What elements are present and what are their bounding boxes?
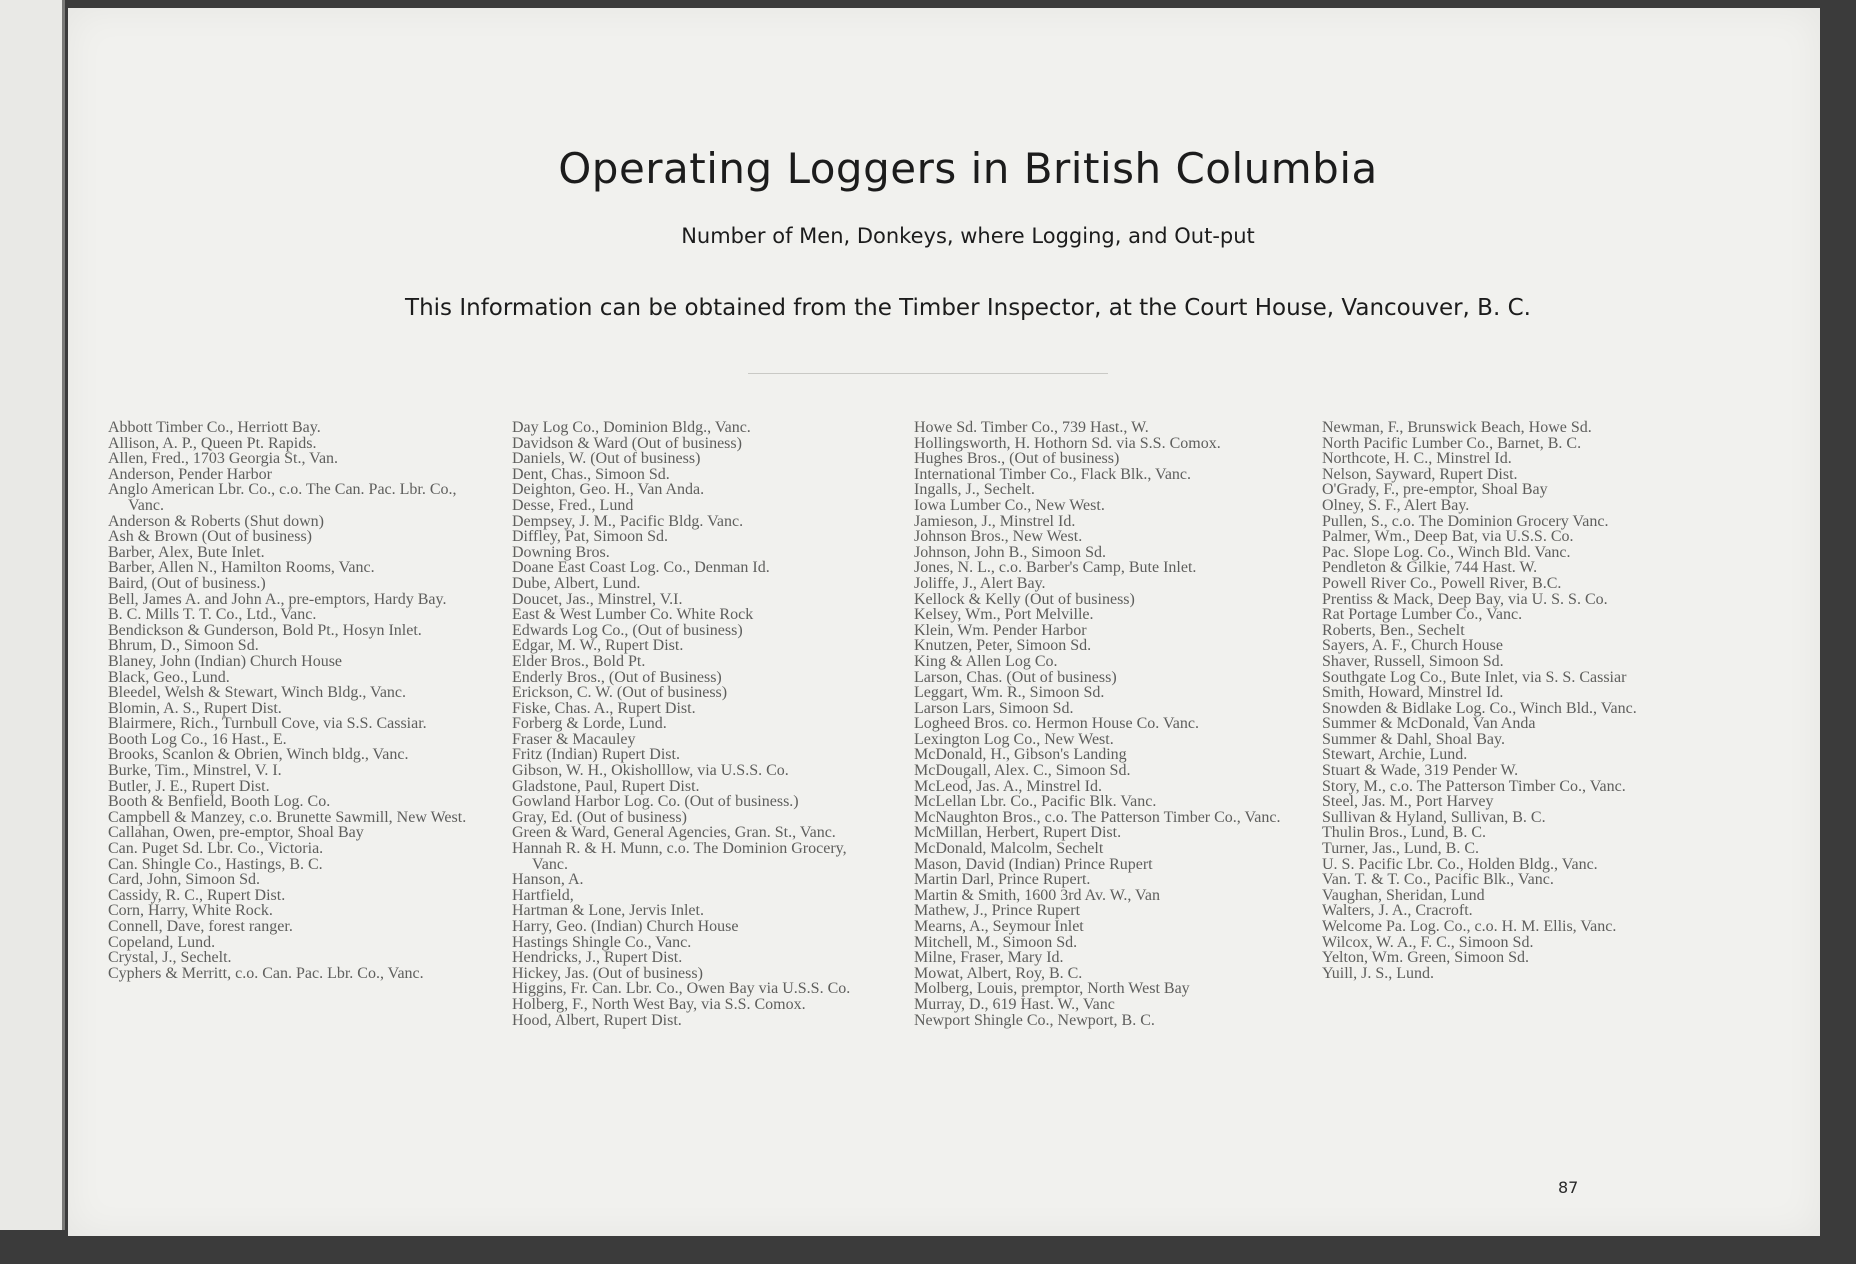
directory-entry: Dempsey, J. M., Pacific Bldg. Vanc. xyxy=(512,512,744,530)
directory-entry: Bendickson & Gunderson, Bold Pt., Hosyn Inlet. xyxy=(108,621,422,639)
directory-entry: Hannah R. & H. Munn, c.o. The Dominion Grocery, Vanc. xyxy=(512,840,847,873)
directory-entry: Southgate Log Co., Bute Inlet, via S. S. Cassiar xyxy=(1322,668,1627,686)
directory-entry: Crystal, J., Sechelt. xyxy=(108,949,232,967)
directory-entry: Roberts, Ben., Sechelt xyxy=(1322,621,1465,639)
page-subtitle: Number of Men, Donkeys, where Logging, and Out-put xyxy=(681,224,1255,248)
directory-entry: Card, John, Simoon Sd. xyxy=(108,871,261,889)
directory-entry: Gibson, W. H., Okisholllow, via U.S.S. Co. xyxy=(512,762,789,780)
directory-entry: Anderson, Pender Harbor xyxy=(108,465,272,483)
directory-entry: Hastings Shingle Co., Vanc. xyxy=(512,933,692,951)
directory-column-1 xyxy=(108,420,478,981)
directory-entry: Kelsey, Wm., Port Melville. xyxy=(914,606,1094,624)
directory-entry: Bell, James A. and John A., pre-emptors, Hardy Bay. xyxy=(108,590,447,608)
directory-entry: Hollingsworth, H. Hothorn Sd. via S.S. Comox. xyxy=(914,434,1221,452)
directory-entry: Downing Bros. xyxy=(512,543,610,561)
directory-entry: Logheed Bros. co. Hermon House Co. Vanc. xyxy=(914,715,1199,733)
directory-entry: Copeland, Lund. xyxy=(108,933,216,951)
directory-entry: Gray, Ed. (Out of business) xyxy=(512,808,687,826)
directory-entry: Anglo American Lbr. Co., c.o. The Can. Pac. Lbr. Co., Vanc. xyxy=(108,481,457,514)
directory-entry: North Pacific Lumber Co., Barnet, B. C. xyxy=(1322,434,1582,452)
directory-entry: Campbell & Manzey, c.o. Brunette Sawmill, New West. xyxy=(108,808,467,826)
directory-entry: Mowat, Albert, Roy, B. C. xyxy=(914,964,1083,982)
directory-entry: Cassidy, R. C., Rupert Dist. xyxy=(108,886,286,904)
directory-entry: Barber, Allen N., Hamilton Rooms, Vanc. xyxy=(108,559,375,577)
directory-entry: Snowden & Bidlake Log. Co., Winch Bld., Vanc. xyxy=(1322,699,1637,717)
directory-entry: Baird, (Out of business.) xyxy=(108,574,266,592)
directory-entry: Bleedel, Welsh & Stewart, Winch Bldg., Vanc. xyxy=(108,684,407,702)
directory-entry: Blomin, A. S., Rupert Dist. xyxy=(108,699,282,717)
directory-entry: Steel, Jas. M., Port Harvey xyxy=(1322,793,1494,811)
directory-entry: Edgar, M. W., Rupert Dist. xyxy=(512,637,684,655)
directory-entry: Cyphers & Merritt, c.o. Can. Pac. Lbr. Co., Vanc. xyxy=(108,964,424,982)
directory-entry: Molberg, Louis, premptor, North West Bay xyxy=(914,980,1190,998)
directory-entry: Walters, J. A., Cracroft. xyxy=(1322,902,1473,920)
directory-entry: Dube, Albert, Lund. xyxy=(512,574,641,592)
directory-entry: Sayers, A. F., Church House xyxy=(1322,637,1503,655)
directory-entry: Knutzen, Peter, Simoon Sd. xyxy=(914,637,1092,655)
directory-entry: Leggart, Wm. R., Simoon Sd. xyxy=(914,684,1105,702)
directory-column-3 xyxy=(914,420,1284,1028)
directory-entry: Olney, S. F., Alert Bay. xyxy=(1322,496,1470,514)
directory-entry: Hickey, Jas. (Out of business) xyxy=(512,964,703,982)
directory-entry: Johnson, John B., Simoon Sd. xyxy=(914,543,1107,561)
directory-entry: Davidson & Ward (Out of business) xyxy=(512,434,742,452)
directory-entry: Larson Lars, Simoon Sd. xyxy=(914,699,1074,717)
directory-entry: Hanson, A. xyxy=(512,871,584,889)
directory-entry: McMillan, Herbert, Rupert Dist. xyxy=(914,824,1122,842)
directory-entry: Allison, A. P., Queen Pt. Rapids. xyxy=(108,434,317,452)
directory-entry: McDonald, H., Gibson's Landing xyxy=(914,746,1127,764)
directory-entry: Burke, Tim., Minstrel, V. I. xyxy=(108,762,282,780)
directory-entry: Doane East Coast Log. Co., Denman Id. xyxy=(512,559,770,577)
directory-entry: Mearns, A., Seymour Inlet xyxy=(914,918,1084,935)
directory-entry: Story, M., c.o. The Patterson Timber Co., Vanc. xyxy=(1322,777,1626,795)
facing-page-edge xyxy=(0,0,65,1230)
directory-entry: Yelton, Wm. Green, Simoon Sd. xyxy=(1322,949,1529,967)
directory-entry: Brooks, Scanlon & Obrien, Winch bldg., Vanc. xyxy=(108,746,409,764)
directory-entry: Black, Geo., Lund. xyxy=(108,668,230,686)
directory-entry: Howe Sd. Timber Co., 739 Hast., W. xyxy=(914,419,1149,436)
directory-entry: McLeod, Jas. A., Minstrel Id. xyxy=(914,777,1102,795)
directory-entry: Abbott Timber Co., Herriott Bay. xyxy=(108,419,321,436)
directory-entry: Jones, N. L., c.o. Barber's Camp, Bute Inlet. xyxy=(914,559,1197,577)
directory-entry: Palmer, Wm., Deep Bat, via U.S.S. Co. xyxy=(1322,528,1574,546)
directory-entry: Fiske, Chas. A., Rupert Dist. xyxy=(512,699,696,717)
directory-entry: Martin & Smith, 1600 3rd Av. W., Van xyxy=(914,886,1160,904)
directory-entry: Desse, Fred., Lund xyxy=(512,496,634,514)
info-line: This Information can be obtained from the Timber Inspector, at the Court House, Vancouver, B. C. xyxy=(405,295,1531,321)
directory-entry: Turner, Jas., Lund, B. C. xyxy=(1322,840,1479,858)
directory-entry: McDougall, Alex. C., Simoon Sd. xyxy=(914,762,1131,780)
directory-entry: Blaney, John (Indian) Church House xyxy=(108,652,343,670)
directory-entry: Fraser & Macauley xyxy=(512,730,636,748)
directory-entry: Connell, Dave, forest ranger. xyxy=(108,918,293,935)
directory-entry: Hendricks, J., Rupert Dist. xyxy=(512,949,683,967)
directory-entry: Nelson, Sayward, Rupert Dist. xyxy=(1322,465,1518,483)
directory-entry: Can. Shingle Co., Hastings, B. C. xyxy=(108,855,323,873)
directory-entry: McLellan Lbr. Co., Pacific Blk. Vanc. xyxy=(914,793,1157,811)
directory-entry: Mason, David (Indian) Prince Rupert xyxy=(914,855,1153,873)
directory-entry: Rat Portage Lumber Co., Vanc. xyxy=(1322,606,1523,624)
directory-entry: Newport Shingle Co., Newport, B. C. xyxy=(914,1011,1155,1029)
directory-entry: Kellock & Kelly (Out of business) xyxy=(914,590,1135,608)
directory-entry: Hartfield, xyxy=(512,886,574,904)
directory-entry: Johnson Bros., New West. xyxy=(914,528,1083,546)
directory-entry: Milne, Fraser, Mary Id. xyxy=(914,949,1064,967)
directory-entry: Hood, Albert, Rupert Dist. xyxy=(512,1011,682,1029)
directory-entry: Summer & Dahl, Shoal Bay. xyxy=(1322,730,1505,748)
directory-entry: Pendleton & Gilkie, 744 Hast. W. xyxy=(1322,559,1538,577)
directory-entry: Vaughan, Sheridan, Lund xyxy=(1322,886,1485,904)
directory-entry: Pac. Slope Log. Co., Winch Bld. Vanc. xyxy=(1322,543,1571,561)
directory-entry: Iowa Lumber Co., New West. xyxy=(914,496,1105,514)
directory-entry: Larson, Chas. (Out of business) xyxy=(914,668,1117,686)
directory-entry: Gowland Harbor Log. Co. (Out of business.) xyxy=(512,793,799,811)
directory-entry: Jamieson, J., Minstrel Id. xyxy=(914,512,1076,530)
directory-entry: Hughes Bros., (Out of business) xyxy=(914,450,1120,468)
directory-entry: Fritz (Indian) Rupert Dist. xyxy=(512,746,680,764)
page-number: 87 xyxy=(1558,1178,1579,1197)
directory-entry: Pullen, S., c.o. The Dominion Grocery Vanc. xyxy=(1322,512,1609,530)
directory-entry: Corn, Harry, White Rock. xyxy=(108,902,273,920)
directory-entry: Doucet, Jas., Minstrel, V.I. xyxy=(512,590,683,608)
directory-entry: Forberg & Lorde, Lund. xyxy=(512,715,667,733)
directory-entry: Powell River Co., Powell River, B.C. xyxy=(1322,574,1562,592)
directory-entry: Lexington Log Co., New West. xyxy=(914,730,1114,748)
directory-entry: Prentiss & Mack, Deep Bay, via U. S. S. Co. xyxy=(1322,590,1608,608)
directory-entry: Booth & Benfield, Booth Log. Co. xyxy=(108,793,331,811)
directory-entry: McNaughton Bros., c.o. The Patterson Timber Co., Vanc. xyxy=(914,808,1281,826)
directory-entry: Elder Bros., Bold Pt. xyxy=(512,652,646,670)
directory-entry: Bhrum, D., Simoon Sd. xyxy=(108,637,259,655)
directory-entry: Sullivan & Hyland, Sullivan, B. C. xyxy=(1322,808,1546,826)
document-page xyxy=(68,8,1820,1236)
directory-entry: Gladstone, Paul, Rupert Dist. xyxy=(512,777,700,795)
directory-entry: Van. T. & T. Co., Pacific Blk., Vanc. xyxy=(1322,871,1554,889)
directory-entry: Stewart, Archie, Lund. xyxy=(1322,746,1468,764)
directory-entry: Yuill, J. S., Lund. xyxy=(1322,964,1435,982)
directory-entry: Edwards Log Co., (Out of business) xyxy=(512,621,743,639)
directory-entry: Butler, J. E., Rupert Dist. xyxy=(108,777,270,795)
directory-entry: Booth Log Co., 16 Hast., E. xyxy=(108,730,287,748)
directory-entry: Martin Darl, Prince Rupert. xyxy=(914,871,1091,889)
directory-entry: Ash & Brown (Out of business) xyxy=(108,528,312,546)
directory-entry: Diffley, Pat, Simoon Sd. xyxy=(512,528,669,546)
page-title: Operating Loggers in British Columbia xyxy=(558,144,1378,193)
directory-column-4 xyxy=(1322,420,1692,981)
directory-entry: Anderson & Roberts (Shut down) xyxy=(108,512,324,530)
directory-entry: Holberg, F., North West Bay, via S.S. Comox. xyxy=(512,995,806,1013)
directory-entry: Klein, Wm. Pender Harbor xyxy=(914,621,1087,639)
directory-entry: Newman, F., Brunswick Beach, Howe Sd. xyxy=(1322,419,1592,436)
directory-entry: Barber, Alex, Bute Inlet. xyxy=(108,543,265,561)
directory-entry: International Timber Co., Flack Blk., Vanc. xyxy=(914,465,1192,483)
directory-entry: Stuart & Wade, 319 Pender W. xyxy=(1322,762,1519,780)
directory-entry: Wilcox, W. A., F. C., Simoon Sd. xyxy=(1322,933,1534,951)
directory-entry: Green & Ward, General Agencies, Gran. St., Vanc. xyxy=(512,824,836,842)
directory-entry: Ingalls, J., Sechelt. xyxy=(914,481,1035,499)
directory-entry: East & West Lumber Co. White Rock xyxy=(512,606,754,624)
directory-entry: Higgins, Fr. Can. Lbr. Co., Owen Bay via U.S.S. Co. xyxy=(512,980,851,998)
directory-entry: Allen, Fred., 1703 Georgia St., Van. xyxy=(108,450,339,468)
directory-entry: Mitchell, M., Simoon Sd. xyxy=(914,933,1078,951)
directory-entry: Thulin Bros., Lund, B. C. xyxy=(1322,824,1487,842)
directory-entry: U. S. Pacific Lbr. Co., Holden Bldg., Vanc. xyxy=(1322,855,1598,873)
directory-entry: Smith, Howard, Minstrel Id. xyxy=(1322,684,1504,702)
directory-entry: Hartman & Lone, Jervis Inlet. xyxy=(512,902,704,920)
divider-rule xyxy=(748,373,1108,374)
directory-entry: O'Grady, F., pre-emptor, Shoal Bay xyxy=(1322,481,1548,499)
directory-entry: Joliffe, J., Alert Bay. xyxy=(914,574,1046,592)
directory-column-2 xyxy=(512,420,882,1028)
directory-entry: McDonald, Malcolm, Sechelt xyxy=(914,840,1104,858)
directory-entry: Shaver, Russell, Simoon Sd. xyxy=(1322,652,1504,670)
directory-entry: Northcote, H. C., Minstrel Id. xyxy=(1322,450,1512,468)
directory-entry: Blairmere, Rich., Turnbull Cove, via S.S. Cassiar. xyxy=(108,715,427,733)
directory-entry: Daniels, W. (Out of business) xyxy=(512,450,701,468)
directory-entry: King & Allen Log Co. xyxy=(914,652,1058,670)
directory-entry: Mathew, J., Prince Rupert xyxy=(914,902,1081,920)
directory-entry: Dent, Chas., Simoon Sd. xyxy=(512,465,670,483)
directory-entry: Summer & McDonald, Van Anda xyxy=(1322,715,1536,733)
directory-entry: Deighton, Geo. H., Van Anda. xyxy=(512,481,705,499)
directory-entry: Erickson, C. W. (Out of business) xyxy=(512,684,728,702)
directory-entry: Murray, D., 619 Hast. W., Vanc xyxy=(914,995,1115,1013)
directory-entry: Harry, Geo. (Indian) Church House xyxy=(512,918,739,935)
directory-entry: Callahan, Owen, pre-emptor, Shoal Bay xyxy=(108,824,364,842)
directory-entry: Can. Puget Sd. Lbr. Co., Victoria. xyxy=(108,840,324,858)
directory-entry: B. C. Mills T. T. Co., Ltd., Vanc. xyxy=(108,606,317,624)
directory-entry: Enderly Bros., (Out of Business) xyxy=(512,668,722,686)
directory-entry: Welcome Pa. Log. Co., c.o. H. M. Ellis, Vanc. xyxy=(1322,918,1617,935)
directory-entry: Day Log Co., Dominion Bldg., Vanc. xyxy=(512,419,751,436)
